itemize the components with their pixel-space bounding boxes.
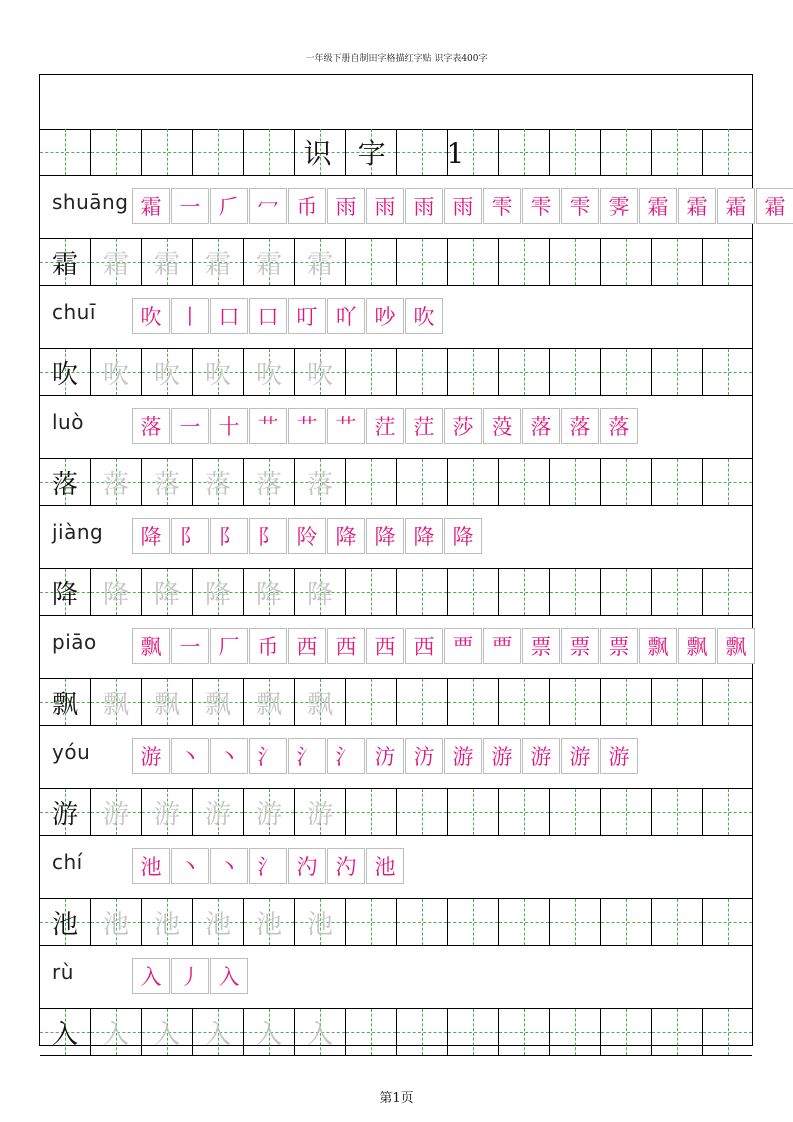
stroke-step: 丶 bbox=[210, 848, 248, 884]
trace-character: 入 bbox=[153, 1019, 180, 1050]
tian-grid-cell bbox=[703, 899, 752, 945]
stroke-step: 汋 bbox=[327, 848, 365, 884]
tian-grid-cell bbox=[703, 239, 752, 285]
trace-character: 落 bbox=[204, 469, 231, 500]
trace-character: 落 bbox=[153, 469, 180, 500]
stroke-step: 入 bbox=[210, 958, 248, 994]
tian-grid-cell bbox=[652, 569, 703, 615]
stroke-sequence bbox=[132, 848, 405, 884]
tian-grid-cell bbox=[142, 1009, 193, 1055]
stroke-step: 丶 bbox=[171, 738, 209, 774]
pinyin-label: yóu bbox=[52, 740, 91, 764]
stroke-step: 吹 bbox=[132, 298, 170, 334]
tian-grid-cell bbox=[193, 789, 244, 835]
tian-grid-cell bbox=[142, 239, 193, 285]
stroke-step: 氵 bbox=[249, 738, 287, 774]
stroke-step: 艹 bbox=[327, 408, 365, 444]
tian-grid-cell bbox=[346, 239, 397, 285]
lesson-title: 识字 1 bbox=[303, 137, 491, 170]
stroke-order-row bbox=[40, 396, 752, 459]
stroke-step: 雨 bbox=[405, 188, 443, 224]
tian-grid-cell bbox=[397, 569, 448, 615]
tian-grid-cell bbox=[40, 459, 91, 505]
tian-grid-cell bbox=[142, 789, 193, 835]
stroke-step: 吵 bbox=[366, 298, 404, 334]
tian-grid-cell bbox=[91, 129, 142, 175]
stroke-step: 霜 bbox=[639, 188, 677, 224]
model-character: 游 bbox=[51, 799, 78, 830]
tian-grid-cell bbox=[550, 899, 601, 945]
tian-grid-cell bbox=[244, 899, 295, 945]
tian-grid-cell bbox=[499, 129, 550, 175]
trace-character: 飘 bbox=[204, 689, 231, 720]
tian-grid-cell bbox=[295, 899, 346, 945]
stroke-step: 币 bbox=[288, 188, 326, 224]
tian-grid-cell bbox=[40, 129, 91, 175]
stroke-step: 游 bbox=[483, 738, 521, 774]
pinyin-label: shuāng bbox=[52, 190, 129, 214]
tian-grid-cell bbox=[397, 899, 448, 945]
tian-grid-cell bbox=[652, 899, 703, 945]
practice-row bbox=[40, 459, 752, 506]
trace-character: 吹 bbox=[153, 359, 180, 390]
stroke-step: 覀 bbox=[444, 628, 482, 664]
stroke-step: 吖 bbox=[327, 298, 365, 334]
stroke-step: 池 bbox=[366, 848, 404, 884]
tian-grid-cell bbox=[499, 679, 550, 725]
trace-character: 池 bbox=[306, 909, 333, 940]
tian-grid-cell bbox=[244, 569, 295, 615]
tian-grid-cell bbox=[499, 459, 550, 505]
practice-row bbox=[40, 899, 752, 946]
tian-grid-cell bbox=[703, 459, 752, 505]
model-character: 落 bbox=[51, 469, 78, 500]
trace-character: 落 bbox=[102, 469, 129, 500]
tian-grid-cell bbox=[652, 789, 703, 835]
stroke-step: 游 bbox=[444, 738, 482, 774]
stroke-step: 降 bbox=[327, 518, 365, 554]
tian-grid-cell bbox=[397, 349, 448, 395]
stroke-step: 汸 bbox=[405, 738, 443, 774]
trace-character: 池 bbox=[204, 909, 231, 940]
tian-grid-cell bbox=[193, 239, 244, 285]
stroke-step: 雨 bbox=[444, 188, 482, 224]
stroke-step: 西 bbox=[288, 628, 326, 664]
trace-character: 池 bbox=[255, 909, 282, 940]
tian-grid-cell bbox=[244, 789, 295, 835]
stroke-step: 一 bbox=[171, 408, 209, 444]
tian-grid-cell bbox=[550, 1009, 601, 1055]
trace-character: 落 bbox=[306, 469, 333, 500]
stroke-step: 叮 bbox=[288, 298, 326, 334]
page-header: 一年级下册自制田字格描红字贴 识字表400字 bbox=[305, 54, 488, 64]
tian-grid-cell bbox=[295, 789, 346, 835]
tian-grid-cell bbox=[295, 239, 346, 285]
trace-character: 飘 bbox=[102, 689, 129, 720]
tian-grid-cell bbox=[244, 1009, 295, 1055]
tian-grid-cell bbox=[448, 569, 499, 615]
stroke-step: 霁 bbox=[600, 188, 638, 224]
tian-grid-cell bbox=[346, 569, 397, 615]
tian-grid-cell bbox=[601, 679, 652, 725]
pinyin-label: chí bbox=[52, 850, 83, 874]
stroke-sequence bbox=[132, 628, 756, 664]
tian-grid-cell bbox=[295, 459, 346, 505]
model-character: 飘 bbox=[51, 689, 78, 720]
stroke-step: 霜 bbox=[717, 188, 755, 224]
tian-grid-cell bbox=[193, 569, 244, 615]
tian-grid-cell bbox=[193, 679, 244, 725]
stroke-step: 票 bbox=[522, 628, 560, 664]
tian-grid-cell bbox=[142, 569, 193, 615]
stroke-step: 汋 bbox=[288, 848, 326, 884]
tian-grid-cell bbox=[703, 129, 752, 175]
stroke-step: 落 bbox=[600, 408, 638, 444]
tian-grid-cell bbox=[142, 129, 193, 175]
stroke-sequence bbox=[132, 738, 639, 774]
stroke-step: 飘 bbox=[639, 628, 677, 664]
tian-grid-cell bbox=[397, 679, 448, 725]
stroke-order-row bbox=[40, 616, 752, 679]
trace-character: 入 bbox=[306, 1019, 333, 1050]
stroke-step: 票 bbox=[600, 628, 638, 664]
stroke-step: 飘 bbox=[678, 628, 716, 664]
tian-grid-cell bbox=[91, 569, 142, 615]
blank-top-band bbox=[40, 75, 752, 130]
tian-grid-cell bbox=[397, 1009, 448, 1055]
tian-grid-cell bbox=[244, 129, 295, 175]
stroke-sequence bbox=[132, 518, 483, 554]
tian-grid-cell bbox=[397, 459, 448, 505]
model-character: 吹 bbox=[51, 359, 78, 390]
tian-grid-cell bbox=[601, 899, 652, 945]
tian-grid-cell bbox=[652, 349, 703, 395]
tian-grid-cell bbox=[448, 349, 499, 395]
tian-grid-cell bbox=[652, 239, 703, 285]
stroke-step: 丶 bbox=[210, 738, 248, 774]
model-character: 霜 bbox=[51, 249, 78, 280]
worksheet-grid bbox=[39, 74, 786, 1050]
tian-grid-cell bbox=[244, 349, 295, 395]
trace-character: 吹 bbox=[255, 359, 282, 390]
stroke-order-row bbox=[40, 836, 752, 899]
pinyin-label: chuī bbox=[52, 300, 96, 324]
tian-grid-cell bbox=[244, 679, 295, 725]
trace-character: 飘 bbox=[255, 689, 282, 720]
tian-grid-cell bbox=[652, 1009, 703, 1055]
stroke-step: 莎 bbox=[444, 408, 482, 444]
stroke-step: 游 bbox=[522, 738, 560, 774]
tian-grid-cell bbox=[40, 239, 91, 285]
stroke-step: 丶 bbox=[171, 848, 209, 884]
tian-grid-cell bbox=[346, 459, 397, 505]
stroke-step: 降 bbox=[366, 518, 404, 554]
tian-grid-cell bbox=[295, 679, 346, 725]
stroke-step: 艹 bbox=[288, 408, 326, 444]
stroke-step: 币 bbox=[249, 628, 287, 664]
tian-grid-cell bbox=[91, 1009, 142, 1055]
stroke-step: 雨 bbox=[327, 188, 365, 224]
stroke-step: 降 bbox=[405, 518, 443, 554]
trace-character: 游 bbox=[102, 799, 129, 830]
tian-grid-cell bbox=[703, 349, 752, 395]
stroke-order-row bbox=[40, 726, 752, 789]
model-character: 降 bbox=[51, 579, 78, 610]
tian-grid-cell bbox=[703, 1009, 752, 1055]
tian-grid-cell bbox=[193, 899, 244, 945]
tian-grid-cell bbox=[550, 349, 601, 395]
trace-character: 降 bbox=[153, 579, 180, 610]
tian-grid-cell bbox=[295, 349, 346, 395]
trace-character: 吹 bbox=[102, 359, 129, 390]
stroke-step: 雨 bbox=[366, 188, 404, 224]
tian-grid-cell bbox=[448, 899, 499, 945]
trace-character: 降 bbox=[306, 579, 333, 610]
pinyin-label: rù bbox=[52, 960, 74, 984]
practice-row bbox=[40, 679, 752, 726]
stroke-order-row bbox=[40, 946, 752, 1009]
page-number: 第1页 bbox=[379, 1091, 414, 1106]
stroke-step: 飘 bbox=[717, 628, 755, 664]
trace-character: 游 bbox=[153, 799, 180, 830]
tian-grid-cell bbox=[499, 789, 550, 835]
trace-character: 霜 bbox=[306, 249, 333, 280]
stroke-step: 艹 bbox=[249, 408, 287, 444]
practice-row bbox=[40, 789, 752, 836]
tian-grid-cell bbox=[652, 129, 703, 175]
tian-grid-cell bbox=[550, 569, 601, 615]
tian-grid-cell bbox=[193, 129, 244, 175]
practice-row bbox=[40, 239, 752, 286]
tian-grid-cell bbox=[346, 349, 397, 395]
tian-grid-cell bbox=[499, 349, 550, 395]
stroke-step: 落 bbox=[522, 408, 560, 444]
stroke-step: 口 bbox=[210, 298, 248, 334]
tian-grid-cell bbox=[499, 899, 550, 945]
stroke-step: 入 bbox=[132, 958, 170, 994]
tian-grid-cell bbox=[40, 349, 91, 395]
trace-character: 吹 bbox=[204, 359, 231, 390]
tian-grid-cell bbox=[448, 129, 499, 175]
practice-row bbox=[40, 1009, 752, 1056]
tian-grid-cell bbox=[652, 679, 703, 725]
stroke-step: 阝 bbox=[249, 518, 287, 554]
tian-grid-cell bbox=[193, 459, 244, 505]
stroke-step: 西 bbox=[405, 628, 443, 664]
pinyin-label: jiàng bbox=[52, 520, 104, 544]
stroke-step: 茳 bbox=[366, 408, 404, 444]
stroke-sequence bbox=[132, 298, 444, 334]
tian-grid-cell bbox=[193, 349, 244, 395]
stroke-sequence bbox=[132, 188, 793, 224]
trace-character: 降 bbox=[102, 579, 129, 610]
stroke-step: 池 bbox=[132, 848, 170, 884]
stroke-step: 一 bbox=[171, 188, 209, 224]
trace-character: 霜 bbox=[255, 249, 282, 280]
practice-row bbox=[40, 569, 752, 616]
stroke-step: 阝 bbox=[210, 518, 248, 554]
tian-grid-cell bbox=[499, 569, 550, 615]
tian-grid-cell bbox=[244, 459, 295, 505]
stroke-step: 飘 bbox=[132, 628, 170, 664]
tian-grid-cell bbox=[601, 129, 652, 175]
tian-grid-cell bbox=[703, 679, 752, 725]
tian-grid-cell bbox=[142, 459, 193, 505]
tian-grid-cell bbox=[499, 1009, 550, 1055]
tian-grid-cell bbox=[295, 1009, 346, 1055]
stroke-step: 落 bbox=[132, 408, 170, 444]
stroke-step: 茳 bbox=[405, 408, 443, 444]
stroke-step: 汸 bbox=[366, 738, 404, 774]
stroke-step: 降 bbox=[132, 518, 170, 554]
trace-character: 游 bbox=[306, 799, 333, 830]
pinyin-label: piāo bbox=[52, 630, 97, 654]
tian-grid-cell bbox=[91, 239, 142, 285]
stroke-step: 厂 bbox=[210, 628, 248, 664]
tian-grid-cell bbox=[397, 789, 448, 835]
stroke-step: 霜 bbox=[132, 188, 170, 224]
tian-grid-cell bbox=[397, 129, 448, 175]
tian-grid-cell bbox=[91, 899, 142, 945]
trace-character: 入 bbox=[204, 1019, 231, 1050]
tian-grid-cell bbox=[703, 569, 752, 615]
stroke-step: 雫 bbox=[483, 188, 521, 224]
stroke-step: 西 bbox=[366, 628, 404, 664]
tian-grid-cell bbox=[550, 129, 601, 175]
tian-grid-cell bbox=[550, 239, 601, 285]
tian-grid-cell bbox=[499, 239, 550, 285]
stroke-step: 阾 bbox=[288, 518, 326, 554]
tian-grid-cell bbox=[40, 679, 91, 725]
stroke-step: 降 bbox=[444, 518, 482, 554]
model-character: 池 bbox=[51, 909, 78, 940]
stroke-step: 落 bbox=[561, 408, 599, 444]
trace-character: 霜 bbox=[153, 249, 180, 280]
tian-grid-cell bbox=[346, 899, 397, 945]
tian-grid-cell bbox=[40, 1009, 91, 1055]
stroke-step: 游 bbox=[561, 738, 599, 774]
stroke-step: 游 bbox=[600, 738, 638, 774]
tian-grid-cell bbox=[91, 679, 142, 725]
stroke-sequence bbox=[132, 958, 249, 994]
tian-grid-cell bbox=[91, 349, 142, 395]
stroke-step: 氵 bbox=[327, 738, 365, 774]
stroke-step: 口 bbox=[249, 298, 287, 334]
tian-grid-cell bbox=[295, 569, 346, 615]
trace-character: 降 bbox=[255, 579, 282, 610]
tian-grid-cell bbox=[346, 789, 397, 835]
tian-grid-cell bbox=[601, 459, 652, 505]
pinyin-label: luò bbox=[52, 410, 84, 434]
title-row bbox=[40, 129, 752, 176]
trace-character: 池 bbox=[153, 909, 180, 940]
stroke-step: 莈 bbox=[483, 408, 521, 444]
tian-grid-cell bbox=[295, 129, 346, 175]
stroke-order-row bbox=[40, 506, 752, 569]
model-character: 入 bbox=[51, 1019, 78, 1050]
tian-grid-cell bbox=[703, 789, 752, 835]
tian-grid-cell bbox=[142, 899, 193, 945]
tian-grid-cell bbox=[652, 459, 703, 505]
tian-grid-cell bbox=[601, 789, 652, 835]
stroke-step: 雫 bbox=[522, 188, 560, 224]
tian-grid-cell bbox=[448, 789, 499, 835]
trace-character: 吹 bbox=[306, 359, 333, 390]
tian-grid-cell bbox=[346, 129, 397, 175]
practice-row bbox=[40, 349, 752, 396]
tian-grid-cell bbox=[193, 1009, 244, 1055]
tian-grid-cell bbox=[40, 899, 91, 945]
trace-character: 飘 bbox=[153, 689, 180, 720]
tian-grid-cell bbox=[142, 349, 193, 395]
trace-character: 飘 bbox=[306, 689, 333, 720]
trace-character: 降 bbox=[204, 579, 231, 610]
tian-grid-cell bbox=[397, 239, 448, 285]
tian-grid-cell bbox=[40, 569, 91, 615]
tian-grid-cell bbox=[601, 349, 652, 395]
stroke-order-row bbox=[40, 176, 786, 239]
stroke-step: 冖 bbox=[249, 188, 287, 224]
stroke-step: 氵 bbox=[249, 848, 287, 884]
stroke-step: 西 bbox=[327, 628, 365, 664]
tian-grid-cell bbox=[601, 239, 652, 285]
trace-character: 入 bbox=[102, 1019, 129, 1050]
stroke-step: 霜 bbox=[678, 188, 716, 224]
trace-character: 落 bbox=[255, 469, 282, 500]
stroke-step: 票 bbox=[561, 628, 599, 664]
tian-grid-cell bbox=[346, 1009, 397, 1055]
tian-grid-cell bbox=[40, 789, 91, 835]
tian-grid-cell bbox=[601, 1009, 652, 1055]
tian-grid-cell bbox=[142, 679, 193, 725]
stroke-order-row bbox=[40, 286, 752, 349]
stroke-step: 氵 bbox=[288, 738, 326, 774]
trace-character: 入 bbox=[255, 1019, 282, 1050]
tian-grid-cell bbox=[244, 239, 295, 285]
stroke-step: 丨 bbox=[171, 298, 209, 334]
trace-character: 霜 bbox=[102, 249, 129, 280]
stroke-step: 𠂆 bbox=[210, 188, 248, 224]
tian-grid-cell bbox=[448, 239, 499, 285]
stroke-step: 十 bbox=[210, 408, 248, 444]
trace-character: 游 bbox=[204, 799, 231, 830]
stroke-sequence bbox=[132, 408, 639, 444]
stroke-step: 霜 bbox=[756, 188, 793, 224]
stroke-step: 丿 bbox=[171, 958, 209, 994]
stroke-step: 一 bbox=[171, 628, 209, 664]
stroke-step: 覀 bbox=[483, 628, 521, 664]
tian-grid-cell bbox=[91, 459, 142, 505]
trace-character: 游 bbox=[255, 799, 282, 830]
stroke-step: 吹 bbox=[405, 298, 443, 334]
tian-grid-cell bbox=[91, 789, 142, 835]
tian-grid-cell bbox=[601, 569, 652, 615]
tian-grid-cell bbox=[448, 459, 499, 505]
tian-grid-cell bbox=[346, 679, 397, 725]
tian-grid-cell bbox=[448, 1009, 499, 1055]
stroke-step: 阝 bbox=[171, 518, 209, 554]
trace-character: 池 bbox=[102, 909, 129, 940]
stroke-step: 游 bbox=[132, 738, 170, 774]
tian-grid-cell bbox=[550, 459, 601, 505]
tian-grid-cell bbox=[550, 679, 601, 725]
tian-grid-cell bbox=[448, 679, 499, 725]
tian-grid-cell bbox=[550, 789, 601, 835]
trace-character: 霜 bbox=[204, 249, 231, 280]
stroke-step: 雫 bbox=[561, 188, 599, 224]
